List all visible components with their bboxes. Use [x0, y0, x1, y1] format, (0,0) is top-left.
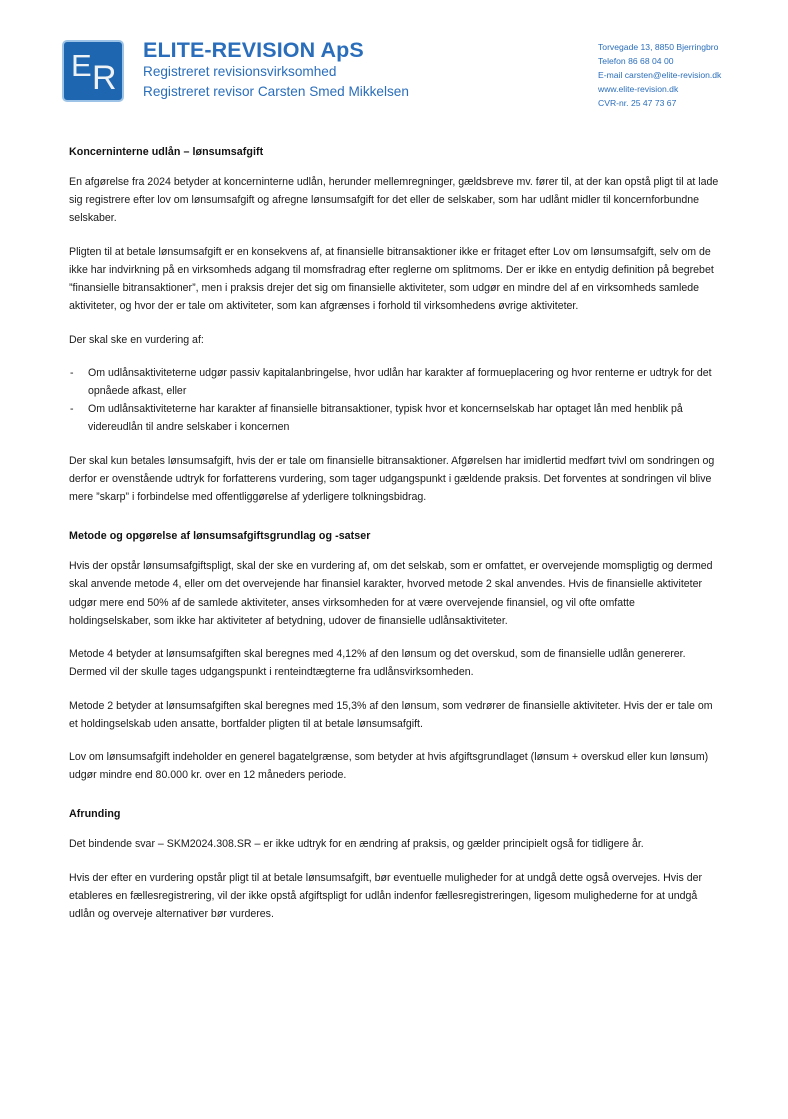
logo-letter-e: E	[71, 48, 92, 83]
company-tagline-secondary: Registreret revisor Carsten Smed Mikkelsen	[143, 84, 409, 100]
contact-website[interactable]: www.elite-revision.dk	[598, 83, 679, 94]
list-marker-icon: -	[70, 403, 74, 416]
list-marker-icon: -	[70, 366, 74, 379]
document-body	[69, 145, 719, 938]
paragraph-intro: En afgørelse fra 2024 betyder at koncerninterne udlån, herunder mellemregninger, gældsbreve mv. fører til, at der kan opstå pligt til at lade sig registrere efter lov om lønsumsafgift og afregne lønsumsafgift for det eller de selskaber, som har udlånt midler til koncernforbundne selskaber.	[69, 175, 719, 225]
contact-block	[598, 41, 768, 111]
brand-text	[143, 38, 409, 102]
list-item	[69, 400, 719, 436]
paragraph-bagatelgraense: Lov om lønsumsafgift indeholder en generel bagatelgrænse, som betyder at hvis afgiftsgrundlaget (lønsum + overskud eller kun lønsum) udgør mindre end 80.000 kr. over en 12 måneders periode.	[69, 751, 709, 782]
paragraph-pligten: Pligten til at betale lønsumsafgift er en konsekvens af, at finansielle bitransaktioner ikke er fritaget efter Lov om lønsumsafgift, selv om de ikke har indvirkning på en virksomheds adgang til momsfradrag efter reglerne om splitmoms. Der er ikke en entydig definition på begrebet ”finansielle bitransaktioner”, men i praksis drejer det sig om finansielle aktiviteter, som udgør en mindre del af en virksomheds samlede aktiviteter, og hvor der er tale om aktiviteter, som kan afgrænses i forhold til virksomhedens øvrige aktiviteter.	[69, 245, 714, 313]
contact-address: Torvegade 13, 8850 Bjerringbro	[598, 42, 719, 52]
paragraph-metode-2: Metode 2 betyder at lønsumsafgiften skal beregnes med 15,3% af den lønsum, som vedrører de finansielle aktiviteter. Hvis der er tale om et holdingselskab uden ansatte, bortfalder pligten til at betale lønsumsafgift.	[69, 699, 713, 730]
heading-afrunding: Afrunding	[69, 808, 121, 821]
list-item-label: Om udlånsaktiviteterne udgør passiv kapitalanbringelse, hvor udlån har karakter af formueplacering og hvor renterne er udtryk for det opnåede afkast, eller	[88, 366, 712, 397]
elite-revision-logo-icon	[62, 40, 124, 102]
assessment-criteria-list	[69, 364, 719, 437]
logo-letter-r: R	[92, 59, 117, 97]
contact-phone: Telefon 86 68 04 00	[598, 55, 674, 66]
list-lead-in: Der skal ske en vurdering af:	[69, 333, 204, 346]
paragraph-muligheder: Hvis der efter en vurdering opstår pligt til at betale lønsumsafgift, bør eventuelle muligheder for at undgå dette også overvejes. Hvis der etableres en fællesregistrering, vil der ikke opstå afgiftspligt for udlån indenfor fællesregistreringen, ligesom mulighederne for at undgå udlån og overveje alternativer bør vurderes.	[69, 871, 703, 921]
list-item-label: Om udlånsaktiviteterne har karakter af finansielle bitransaktioner, typisk hvor et koncernselskab har optaget lån med henblik på videreudlån til andre selskaber i koncernen	[88, 403, 683, 434]
company-tagline-primary: Registreret revisionsvirksomhed	[143, 64, 337, 80]
contact-email[interactable]: E-mail carsten@elite-revision.dk	[598, 69, 722, 80]
brand-block	[62, 38, 409, 102]
company-name: ELITE-REVISION ApS	[143, 38, 364, 62]
heading-koncerninterne-udlaan: Koncerninterne udlån – lønsumsafgift	[69, 146, 264, 158]
paragraph-metode-4: Metode 4 betyder at lønsumsafgiften skal beregnes med 4,12% af den lønsum og det overskud, som de finansielle udlån genererer. Dermed vil der skulle tages udgangspunkt i renteindtægterne fra udlånsvirksomheden.	[69, 648, 686, 679]
heading-metode-og-opgoerelse: Metode og opgørelse af lønsumsafgiftsgrundlag og -satser	[69, 530, 371, 543]
contact-cvr: CVR-nr. 25 47 73 67	[598, 97, 677, 108]
letterhead	[0, 0, 788, 130]
list-item	[69, 364, 719, 400]
paragraph-bindende-svar: Det bindende svar – SKM2024.308.SR – er ikke udtryk for en ændring af praksis, og gælder principielt også for tidligere år.	[69, 838, 644, 851]
paragraph-der-skal-kun: Der skal kun betales lønsumsafgift, hvis der er tale om finansielle bitransaktioner. Afgørelsen har imidlertid medført tvivl om sondringen og derfor er ovenstående udtryk for forfatterens vurdering, som tager udgangspunkt i gældende praksis. Det forventes at sondringen vil blive mere ”skarp” i forbindelse med offentliggørelse af yderligere tolkningsbidrag.	[69, 454, 715, 504]
paragraph-loensumsafgiftspligt: Hvis der opstår lønsumsafgiftspligt, skal der ske en vurdering af, om det selskab, som er omfattet, er overvejende momspligtig og dermed skal anvende metode 4, eller om det overvejende har finansiel karakter, hvorved metode 2 skal anvendes. Hvis de finansielle aktiviteter udgør mere end 50% af de samlede aktiviteter, anses virksomheden for at være overvejende finansiel, og vil ofte omfatte holdingselskaber, som ikke har aktiviteter af betydning, udover de finansielle udlånsaktiviteter.	[69, 560, 713, 627]
